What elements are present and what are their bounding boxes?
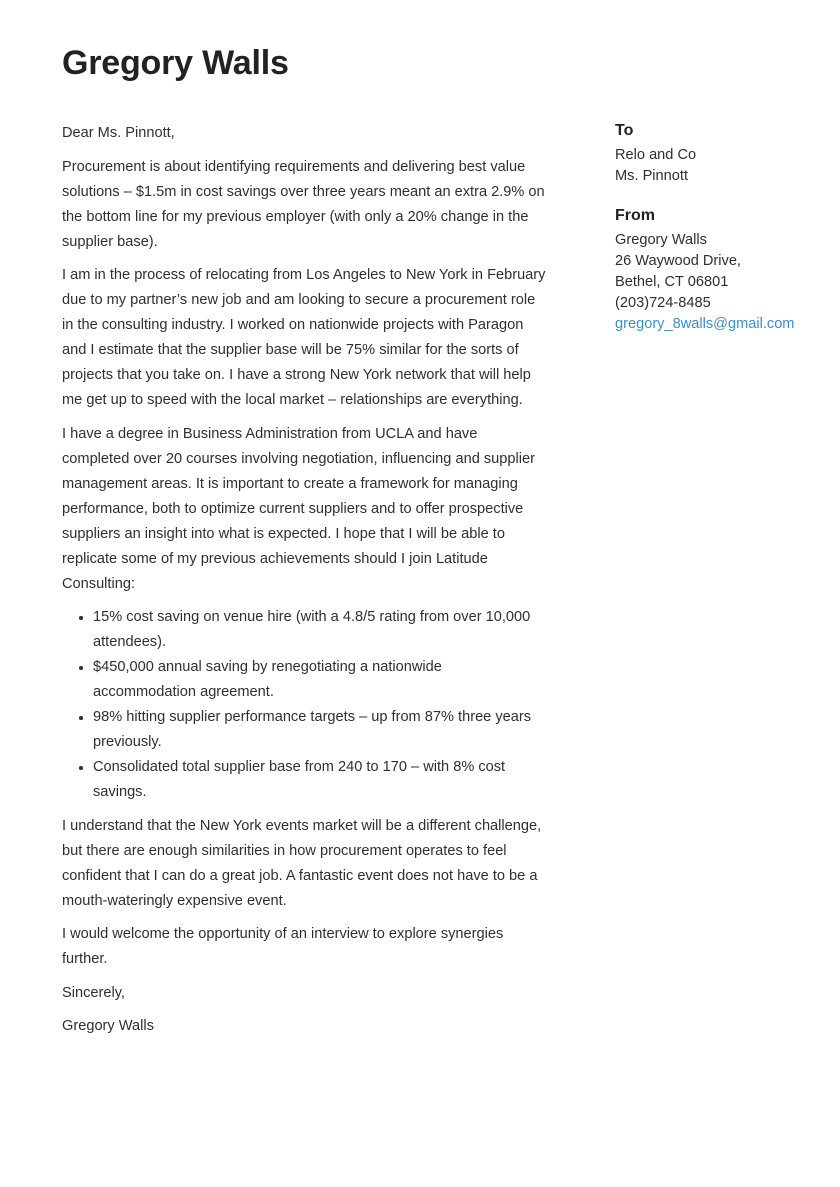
sender-address-line1: 26 Waywood Drive,: [615, 253, 741, 269]
paragraph-challenge: I understand that the New York events market will be a different challenge, but there are enough similarities in how procurement operates to feel confident that I can do a great job. A fantastic event does not have to be a mouth-wateringly expensive event.: [62, 817, 542, 909]
sign-off: Sincerely,: [62, 984, 125, 1001]
sender-name: Gregory Walls: [615, 232, 707, 248]
recipient-block: [615, 120, 825, 187]
contact-sidebar: [615, 120, 825, 353]
achievement-item: Consolidated total supplier base from 240 to 170 – with 8% cost savings.: [93, 755, 546, 805]
paragraph-education: I have a degree in Business Administration from UCLA and have completed over 20 courses involving negotiation, influencing and supplier management areas. It is important to create a framework for managing performance, both to optimize current suppliers and to offer prospective suppliers an insight into what is expected. I hope that I will be able to replicate some of my previous achievements should I join Latitude Consulting:: [62, 425, 535, 592]
achievements-list: [62, 605, 546, 805]
salutation: Dear Ms. Pinnott,: [62, 125, 175, 141]
sender-block: [615, 205, 825, 335]
recipient-company: Relo and Co: [615, 147, 697, 163]
recipient-heading: To: [615, 122, 634, 139]
sender-phone: (203)724-8485: [615, 295, 711, 311]
recipient-name: Ms. Pinnott: [615, 168, 688, 184]
sender-email-link[interactable]: gregory_8walls@gmail.com: [615, 316, 795, 332]
paragraph-relocation: I am in the process of relocating from Los Angeles to New York in February due to my partner’s new job and am looking to secure a procurement role in the consulting industry. I worked on nationwide projects with Paragon and I estimate that the supplier base will be 75% similar for the sorts of projects that you take on. I have a strong New York network that will help me get up to speed with the local market – relationships are everything.: [62, 267, 546, 408]
achievement-item: 98% hitting supplier performance targets – up from 87% three years previously.: [93, 705, 546, 755]
sender-name-title: Gregory Walls: [62, 44, 289, 82]
sender-heading: From: [615, 207, 655, 224]
paragraph-interview: I would welcome the opportunity of an interview to explore synergies further.: [62, 926, 504, 967]
sender-address-line2: Bethel, CT 06801: [615, 274, 729, 290]
letter-body: [62, 121, 546, 1048]
achievement-item: 15% cost saving on venue hire (with a 4.8/5 rating from over 10,000 attendees).: [93, 605, 546, 655]
achievement-item: $450,000 annual saving by renegotiating a nationwide accommodation agreement.: [93, 655, 546, 705]
paragraph-intro: Procurement is about identifying requirements and delivering best value solutions – $1.5m in cost savings over three years meant an extra 2.9% on the bottom line for my previous employer (with only a 20% change in the supplier base).: [62, 158, 545, 250]
signature: Gregory Walls: [62, 1018, 154, 1034]
